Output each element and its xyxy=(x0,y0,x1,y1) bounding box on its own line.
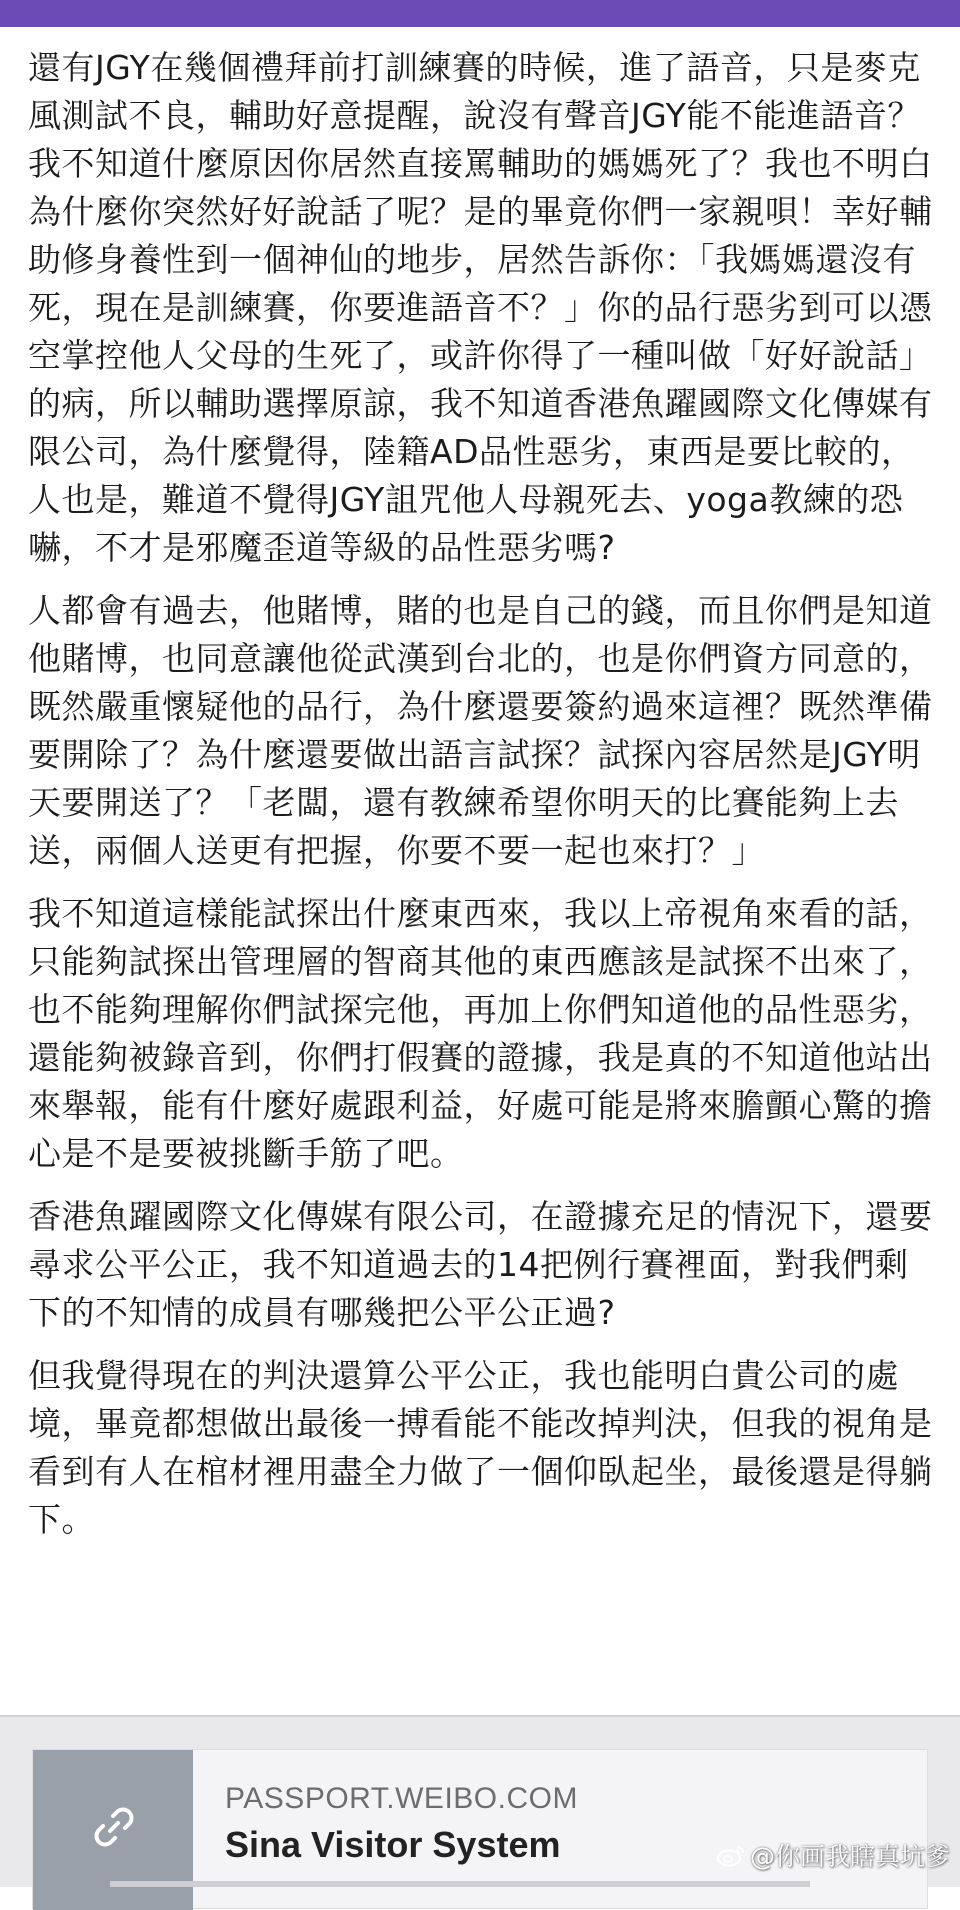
top-accent-bar xyxy=(0,0,960,27)
link-domain: PASSPORT.WEIBO.COM xyxy=(225,1782,578,1815)
weibo-logo-icon xyxy=(716,1843,746,1867)
article-paragraph-4: 香港魚躍國際文化傳媒有限公司，在證據充足的情況下，還要尋求公平公正，我不知道過去的14把例行賽裡面，對我們剩下的不知情的成員有哪幾把公平公正過? xyxy=(28,1197,933,1332)
article-paragraph-5: 但我覺得現在的判決還算公平公正，我也能明白貴公司的處境，畢竟都想做出最後一搏看能不能改掉判決，但我的視角是看到有人在棺材裡用盡全力做了一個仰臥起坐，最後還是得躺下。 xyxy=(28,1356,933,1539)
article-body xyxy=(28,44,938,1559)
weibo-watermark xyxy=(716,1837,950,1873)
article-paragraph-1: 還有JGY在幾個禮拜前打訓練賽的時候，進了語音，只是麥克風測試不良，輔助好意提醒，說沒有聲音JGY能不能進語音？我不知道什麼原因你居然直接罵輔助的媽媽死了？我也不明白為什麼你突然好好說話了呢？是的畢竟你們一家親唄！幸好輔助修身養性到一個神仙的地步，居然告訴你：「我媽媽還沒有死，現在是訓練賽，你要進語音不？」你的品行惡劣到可以憑空掌控他人父母的生死了，或許你得了一種叫做「好好說話」的病，所以輔助選擇原諒，我不知道香港魚躍國際文化傳媒有限公司，為什麼覺得，陸籍AD品性惡劣，東西是要比較的，人也是，難道不覺得JGY詛咒他人母親死去、yoga教練的恐嚇，不才是邪魔歪道等級的品性惡劣嗎? xyxy=(28,48,933,567)
link-icon xyxy=(91,1804,137,1850)
article-paragraph-2: 人都會有過去，他賭博，賭的也是自己的錢，而且你們是知道他賭博，也同意讓他從武漢到台北的，也是你們資方同意的，既然嚴重懷疑他的品行，為什麼還要簽約過來這裡？既然準備要開除了？為什麼還要做出語言試探？試探內容居然是JGY明天要開送了？「老闆，還有教練希望你明天的比賽能夠上去送，兩個人送更有把握，你要不要一起也來打？」 xyxy=(28,591,933,870)
watermark-text: @你画我瞎真坑爹 xyxy=(749,1842,950,1871)
link-title[interactable]: Sina Visitor System xyxy=(225,1824,561,1865)
next-card-edge xyxy=(110,1881,810,1887)
article-paragraph-3: 我不知道這樣能試探出什麼東西來，我以上帝視角來看的話，只能夠試探出管理層的智商其他的東西應該是試探不出來了，也不能夠理解你們試探完他，再加上你們知道他的品性惡劣，還能夠被錄音到，你們打假賽的證據，我是真的不知道他站出來舉報，能有什麼好處跟利益，好處可能是將來膽顫心驚的擔心是不是要被挑斷手筋了吧。 xyxy=(28,894,933,1173)
